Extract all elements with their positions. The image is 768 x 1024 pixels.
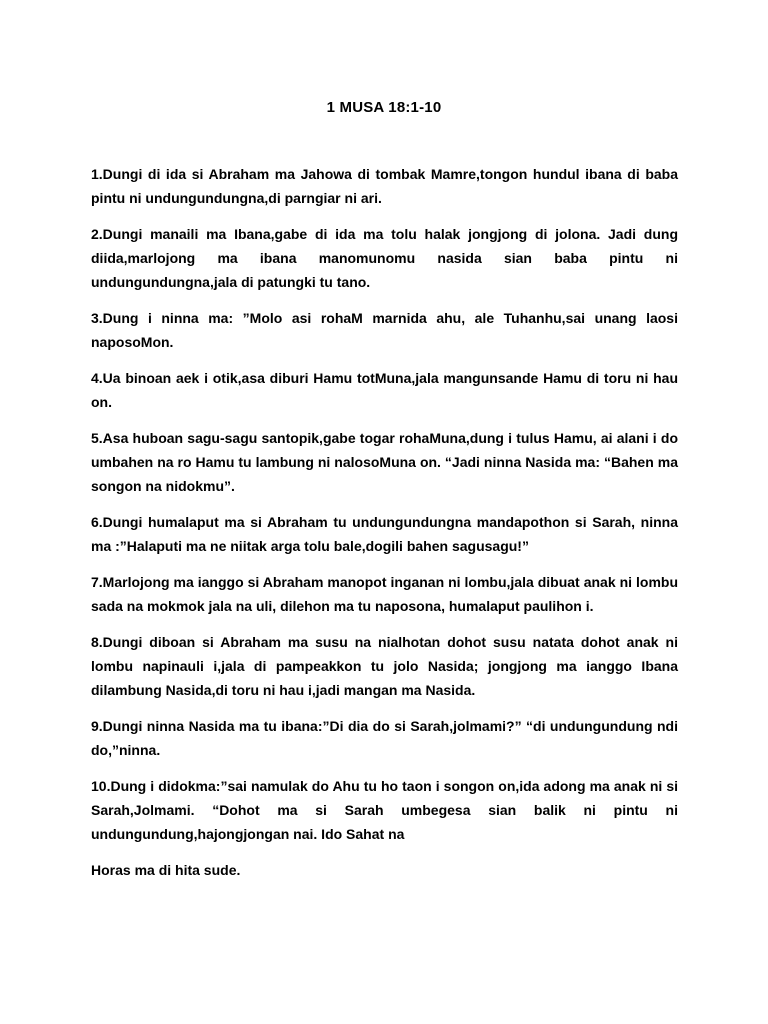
document-body [91,162,678,894]
verse-paragraph-10: 10.Dung i didokma:”sai namulak do Ahu tu ho taon i songon on,ida adong ma anak ni si Sarah,Jolmami. “Dohot ma si Sarah umbegesa sian balik ni pintu ni undungundung,hajongjongan nai. Ido Sahat na [91,778,678,842]
verse-paragraph-3: 3.Dung i ninna ma: ”Molo asi rohaM marnida ahu, ale Tuhanhu,sai unang laosi naposoMon. [91,310,678,350]
verse-paragraph-1: 1.Dungi di ida si Abraham ma Jahowa di tombak Mamre,tongon hundul ibana di baba pintu ni undungundungna,di parngiar ni ari. [91,166,678,206]
verse-paragraph-9: 9.Dungi ninna Nasida ma tu ibana:”Di dia do si Sarah,jolmami?” “di undungundung ndi do,”ninna. [91,718,678,758]
verse-paragraph-4: 4.Ua binoan aek i otik,asa diburi Hamu totMuna,jala mangunsande Hamu di toru ni hau on. [91,370,678,410]
verse-paragraph-2: 2.Dungi manaili ma Ibana,gabe di ida ma tolu halak jongjong di jolona. Jadi dung diida,marlojong ma ibana manomunomu nasida sian baba pintu ni undungundungna,jala di patungki tu tano. [91,226,678,290]
closing-line: Horas ma di hita sude. [91,862,241,878]
verse-paragraph-7: 7.Marlojong ma ianggo si Abraham manopot inganan ni lombu,jala dibuat anak ni lombu sada na mokmok jala na uli, dilehon ma tu naposona, humalaput paulihon i. [91,574,678,614]
verse-paragraph-6: 6.Dungi humalaput ma si Abraham tu undungundungna mandapothon si Sarah, ninna ma :”Halaputi ma ne niitak arga tolu bale,dogili bahen sagusagu!” [91,514,678,554]
document-title: 1 MUSA 18:1-10 [326,99,442,116]
verse-paragraph-8: 8.Dungi diboan si Abraham ma susu na nialhotan dohot susu natata dohot anak ni lombu napinauli i,jala di pampeakkon tu jolo Nasida; jongjong ma ianggo Ibana dilambung Nasida,di toru ni hau i,jadi mangan ma Nasida. [91,634,678,698]
verse-paragraph-5: 5.Asa huboan sagu-sagu santopik,gabe togar rohaMuna,dung i tulus Hamu, ai alani i do umbahen na ro Hamu tu lambung ni nalosoMuna on. “Jadi ninna Nasida ma: “Bahen ma songon na nidokmu”. [91,430,678,494]
